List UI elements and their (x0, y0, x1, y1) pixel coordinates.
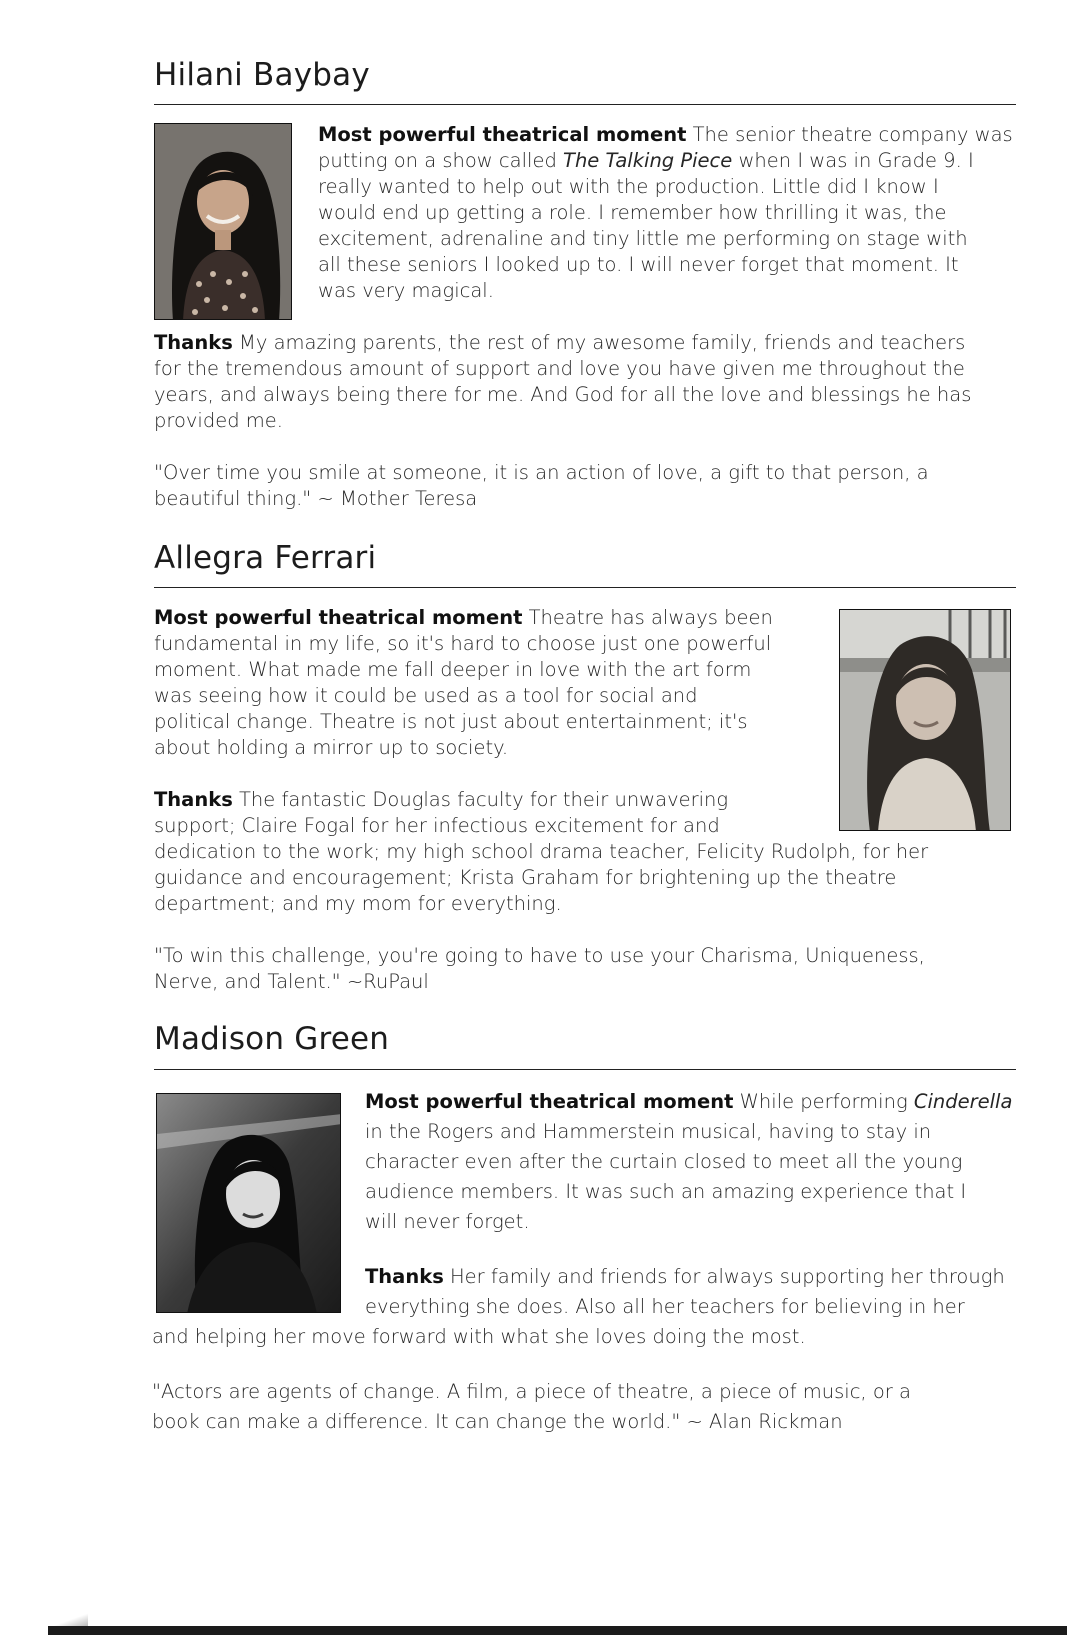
quote-paragraph (152, 1377, 1014, 1437)
quote-line: book can make a difference. It can change the world." ~ Alan Rickman (152, 1410, 843, 1433)
show-title: Cinderella (913, 1090, 1013, 1113)
headshot-image (157, 1094, 341, 1313)
name-underline (154, 587, 1016, 588)
thanks-continuation: and helping her move forward with what she loves doing the most. (152, 1325, 806, 1348)
moment-label: Most powerful theatrical moment (318, 123, 687, 146)
quote-line: beautiful thing." ~ Mother Teresa (154, 487, 478, 510)
page-bottom-edge (48, 1626, 1067, 1635)
thanks-paragraph: Thanks My amazing parents, the rest of my awesome family, friends and teachers for the tremendous amount of support and love you have given me throughout the years, and always being there for me. And God for all the love and blessings he has provided me. "Over time you smile at someone, it is an action of love, a gift to that person, a beautiful thing." ~ Mother Teresa (154, 330, 1016, 512)
name-underline (154, 1069, 1016, 1070)
headshot-photo (156, 1093, 341, 1313)
thanks-label: Thanks (365, 1265, 444, 1288)
moment-paragraph: Most powerful theatrical moment Theatre has always been fundamental in my life, so it's hard to choose just one powerful moment. What made me fall deeper in love with the art form was seeing how it could be used as a tool for social and political change. Theatre is not just about entertainment; it's about holding a mirror up to society. (154, 606, 773, 759)
thanks-paragraph: Thanks Her family and friends for always supporting her through everything she does. Also all her teachers for believing in her (365, 1265, 1005, 1318)
headshot-image (155, 124, 292, 320)
headshot-photo (154, 123, 292, 320)
moment-label: Most powerful theatrical moment (154, 606, 523, 629)
quote-line: "Over time you smile at someone, it is an action of love, a gift to that person, a (154, 461, 929, 484)
profile-name: Allegra Ferrari (154, 540, 377, 576)
show-title: The Talking Piece (563, 149, 733, 172)
thanks-paragraph: Thanks The fantastic Douglas faculty for their unwavering support; Claire Fogal for her infectious excitement for and dedication to the work; my high school drama teacher, Felicity Rudolph, for her guidance and encouragement; Krista Graham for brightening up the theatre department; and my mom for everything. "To win this challenge, you're going to have to use your Charisma, Uniqueness, Nerve, and Talent." ~RuPaul (154, 787, 1016, 995)
page-corner-shadow (48, 1612, 88, 1626)
profile-name: Hilani Baybay (154, 57, 370, 93)
thanks-label: Thanks (154, 331, 233, 354)
moment-label: Most powerful theatrical moment (365, 1090, 734, 1113)
moment-paragraph: Most powerful theatrical moment The senior theatre company was putting on a show called The Talking Piece when I was in Grade 9. I really wanted to help out with the production. Little did I know I would end up getting a role. I remember how thrilling it was, the excitement, adrenaline and tiny little me performing on stage with all these seniors I looked up to. I will never forget that moment. It was very magical. (318, 123, 1013, 302)
quote-line: "Actors are agents of change. A film, a piece of theatre, a piece of music, or a (152, 1380, 911, 1403)
quote-line: Nerve, and Talent." ~RuPaul (154, 970, 429, 993)
name-underline (154, 104, 1016, 105)
thanks-label: Thanks (154, 788, 233, 811)
moment-paragraph: Most powerful theatrical moment While performing Cinderella in the Rogers and Hammerstein musical, having to stay in character even after the curtain closed to meet all the young audience members. It was such an amazing experience that I will never forget. (365, 1090, 1013, 1233)
quote-line: "To win this challenge, you're going to have to use your Charisma, Uniqueness, (154, 944, 925, 967)
profile-name: Madison Green (154, 1021, 390, 1057)
